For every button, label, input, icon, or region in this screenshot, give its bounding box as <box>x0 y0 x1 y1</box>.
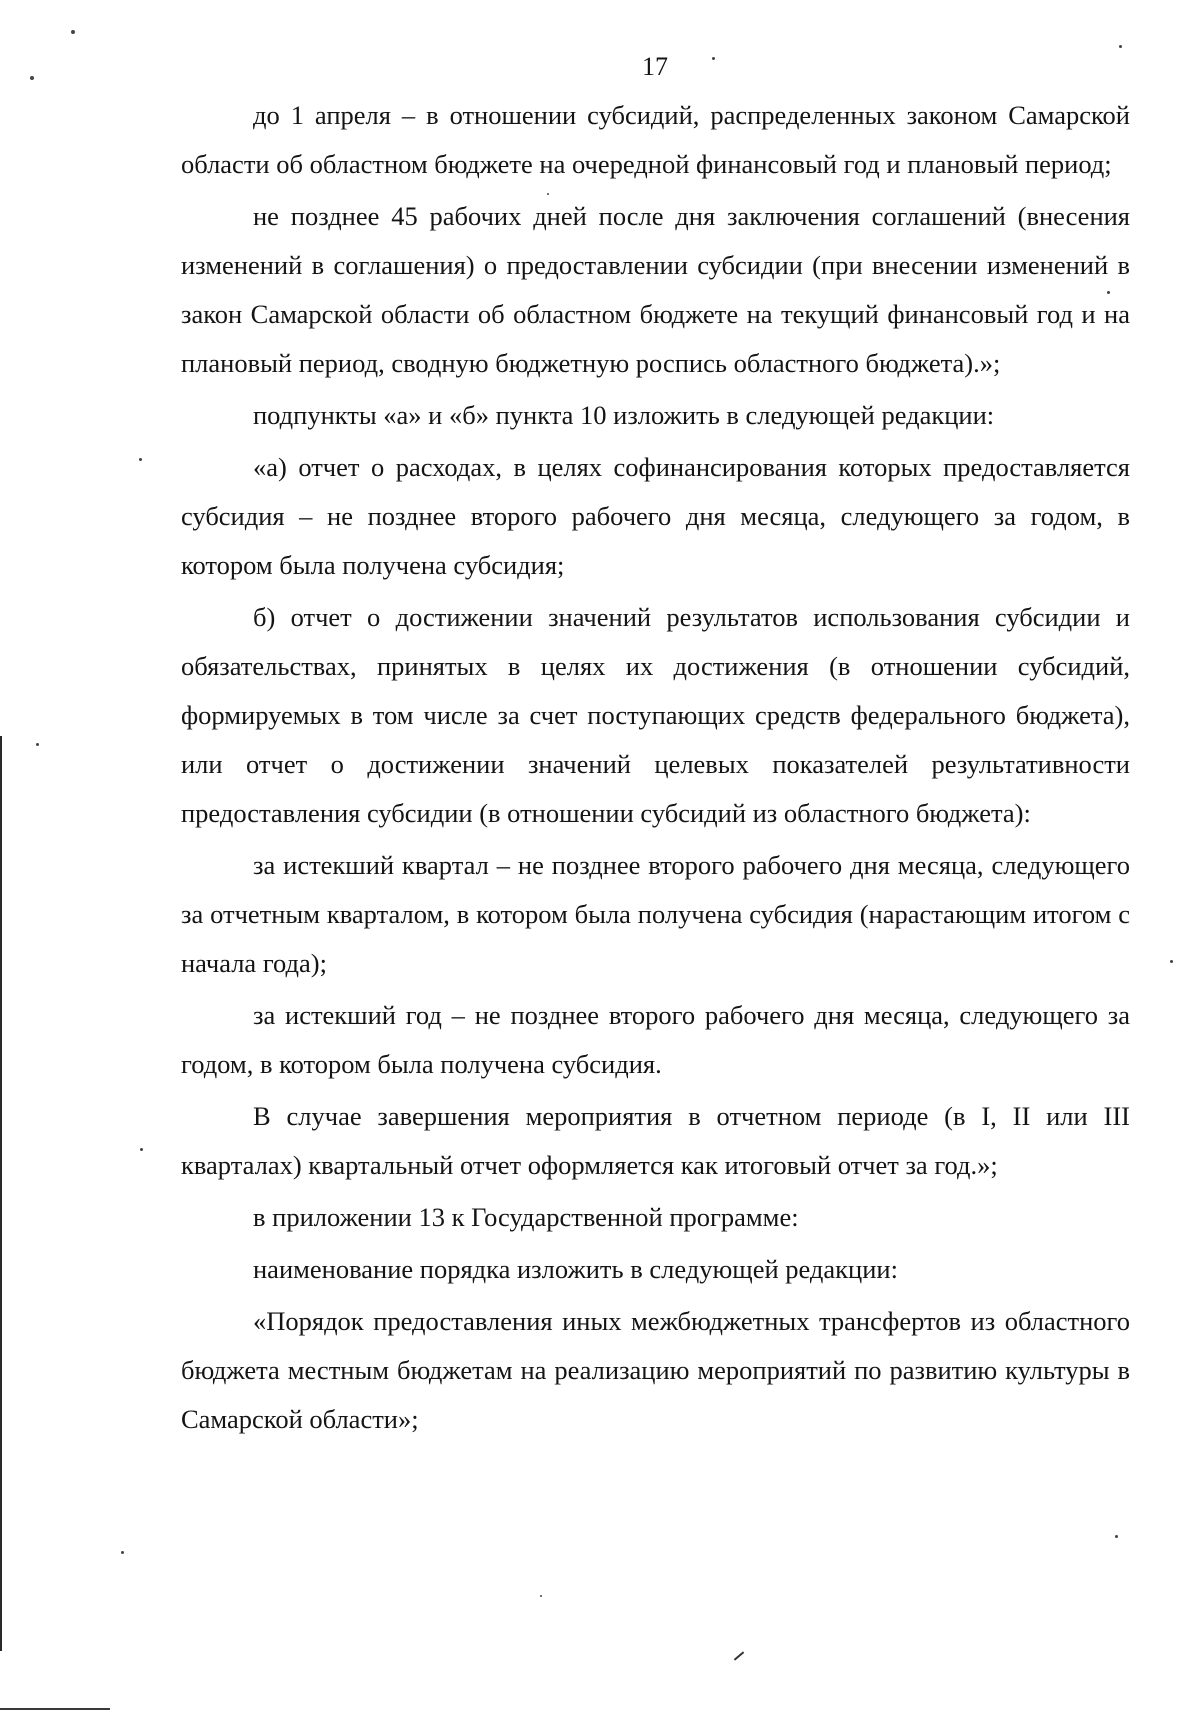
scan-speck <box>1170 960 1173 963</box>
scan-speck <box>121 1551 124 1554</box>
paragraph-year-report: за истекший год – не позднее второго рабочего дня месяца, следующего за годом, в котором была получена субсидия. <box>181 1000 1130 1079</box>
scan-speck <box>1119 45 1122 48</box>
paragraph-subclauses-intro: подпункты «а» и «б» пункта 10 изложить в следующей редакции: <box>253 400 995 430</box>
scan-speck <box>36 743 39 746</box>
paragraph-completion-case: В случае завершения мероприятия в отчетном периоде (в I, II или III кварталах) квартальный отчет оформляется как итоговый отчет за год.»; <box>181 1101 1130 1180</box>
paragraph-quarter-report: за истекший квартал – не позднее второго рабочего дня месяца, следующего за отчетным кварталом, в котором была получена субсидия (нарастающим итогом с начала года); <box>181 850 1130 978</box>
paragraph-appendix-13: в приложении 13 к Государственной программе: <box>253 1202 799 1232</box>
scan-mark <box>734 1651 744 1660</box>
page-number: 17 <box>642 52 668 81</box>
paragraph-subclause-a: «а) отчет о расходах, в целях софинансирования которых предоставляется субсидия – не позднее второго рабочего дня месяца, следующего за годом, в котором была получена субсидия; <box>181 452 1130 580</box>
paragraph-subclause-b: б) отчет о достижении значений результатов использования субсидии и обязательствах, принятых в целях их достижения (в отношении субсидий, формируемых в том числе за счет поступающих средств федерального бюджета), или отчет о достижении значений целевых показателей результативности предоставления субсидии (в отношении субсидий из областного бюджета): <box>181 602 1130 828</box>
document-body <box>181 91 1130 1444</box>
paragraph-deadline-45-days: не позднее 45 рабочих дней после дня заключения соглашений (внесения изменений в соглашения) о предоставлении субсидии (при внесении изменений в закон Самарской области об областном бюджете на текущий финансовый год и на плановый период, сводную бюджетную роспись областного бюджета).»; <box>181 201 1130 378</box>
scan-speck <box>540 1595 542 1597</box>
scan-bottom-line <box>0 1708 110 1710</box>
scan-speck <box>1115 1535 1118 1538</box>
scan-speck <box>140 1148 143 1151</box>
scan-edge-line <box>0 736 2 1651</box>
scan-speck <box>71 30 75 34</box>
paragraph-procedure-title: «Порядок предоставления иных межбюджетных трансфертов из областного бюджета местным бюджетам на реализацию мероприятий по развитию культуры в Самарской области»; <box>181 1306 1130 1434</box>
scan-speck <box>139 458 142 461</box>
paragraph-name-change: наименование порядка изложить в следующей редакции: <box>253 1254 898 1284</box>
paragraph-deadline-april: до 1 апреля – в отношении субсидий, распределенных законом Самарской области об областном бюджете на очередной финансовый год и плановый период; <box>181 100 1130 179</box>
